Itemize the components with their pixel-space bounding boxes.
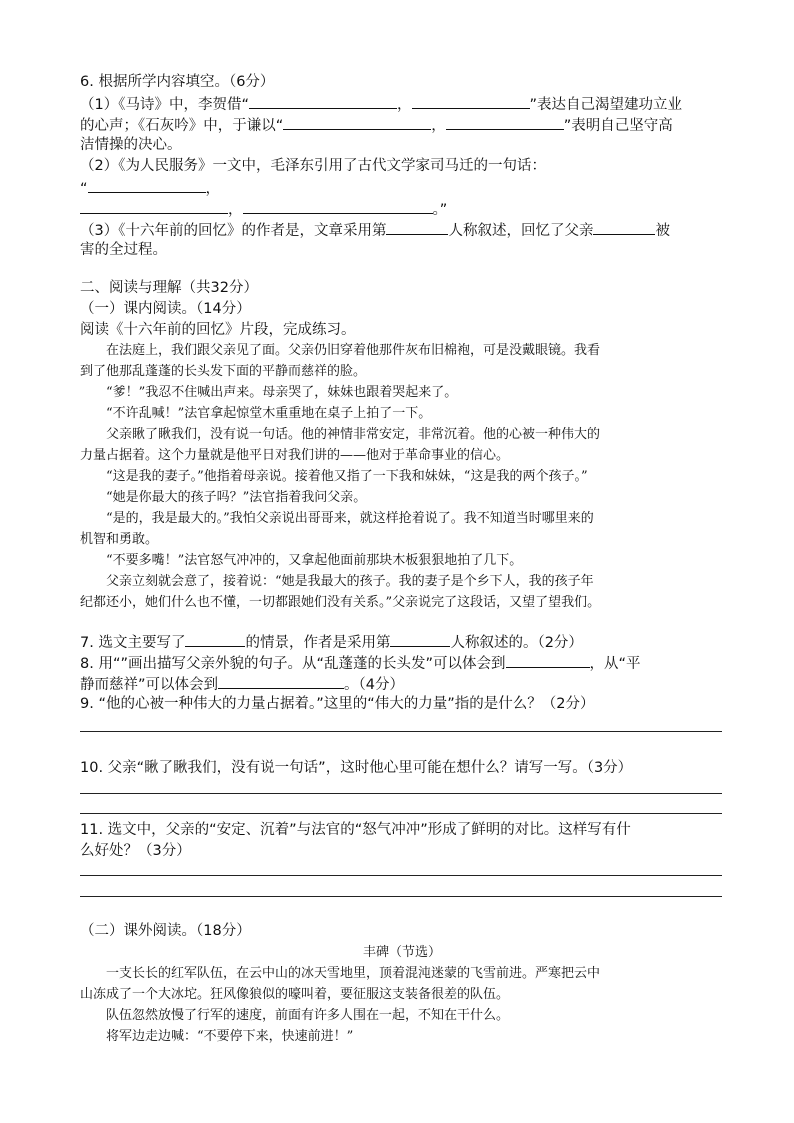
q6-line-6 xyxy=(80,198,724,220)
answer-line[interactable] xyxy=(80,793,722,794)
q8-text: 8. 用“”画出描写父亲外貌的句子。从“乱蓬蓬的长头发”可以体会到 xyxy=(80,656,506,672)
q6-text: ”表达自己渴望建功立业 xyxy=(529,97,683,113)
answer-blank[interactable] xyxy=(243,198,433,214)
q6-text: 人称叙述，回忆了父亲 xyxy=(448,223,594,239)
q6-text: 。” xyxy=(432,202,448,218)
answer-line[interactable] xyxy=(80,896,722,897)
q7 xyxy=(80,631,724,653)
q6-line-4: （2）《为人民服务》一文中，毛泽东引用了古代文学家司马迁的一句话： xyxy=(80,158,546,174)
answer-blank[interactable] xyxy=(390,631,450,647)
q6-text: 的心声；《石灰吟》中，于谦以“ xyxy=(80,118,284,134)
q6-text: 被 xyxy=(655,223,670,239)
passage-line: 父亲瞅了瞅我们，没有说一句话。他的神情非常安定，非常沉着。他的心被一种伟大的 xyxy=(106,427,601,442)
passage-line: 机智和勇敢。 xyxy=(80,532,159,547)
q7-text: 人称叙述的。（2分） xyxy=(450,635,583,651)
passage-line: “爹！”我忍不住喊出声来。母亲哭了，妹妹也跟着哭起来了。 xyxy=(106,385,458,400)
q6-text: ， xyxy=(431,118,446,134)
answer-blank[interactable] xyxy=(249,93,397,109)
answer-blank[interactable] xyxy=(506,652,590,668)
q6-line-8: 害的全过程。 xyxy=(80,242,167,258)
q6-text: （3）《十六年前的回忆》的作者是，文章采用第 xyxy=(80,223,387,239)
passage-line: 山冻成了一个大冰坨。狂风像狼似的嚎叫着，要征服这支装备很差的队伍。 xyxy=(80,987,510,1002)
passage-line: “她是你最大的孩子吗？”法官指着我问父亲。 xyxy=(106,490,367,505)
passage-title: 丰碑（节选） xyxy=(362,945,441,960)
q8-text: ，从“平 xyxy=(589,656,641,672)
q6-line-3: 洁情操的决心。 xyxy=(80,137,182,153)
answer-blank[interactable] xyxy=(185,631,245,647)
q7-text: 7. 选文主要写了 xyxy=(80,635,186,651)
q6-text: （1）《马诗》中，李贺借“ xyxy=(80,97,249,113)
q9: 9. “他的心被一种伟大的力量占据着。”这里的“伟大的力量”指的是什么？（2分） xyxy=(80,696,595,712)
answer-blank[interactable] xyxy=(80,198,228,214)
answer-blank[interactable] xyxy=(446,114,564,130)
q6-line-7 xyxy=(80,219,724,241)
section-title: 二、阅读与理解（共32分） xyxy=(80,280,258,296)
passage-line: “不要多嘴！”法官怒气冲冲的，又拿起他面前那块木板狠狠地拍了几下。 xyxy=(106,553,523,568)
passage-line: “是的，我是最大的。”我怕父亲说出哥哥来，就这样抢着说了。我不知道当时哪里来的 xyxy=(106,511,594,526)
subsection-title: （二）课外阅读。（18分） xyxy=(80,923,251,939)
q6-line-1 xyxy=(80,93,724,115)
passage-line: 在法庭上，我们跟父亲见了面。父亲仍旧穿着他那件灰布旧棉袍，可是没戴眼镜。我看 xyxy=(106,343,601,358)
passage-line: 纪都还小，她们什么也不懂，一切都跟她们没有关系。”父亲说完了这段话，又望了望我们。 xyxy=(80,595,601,610)
q6-text: ， xyxy=(205,181,221,197)
answer-blank[interactable] xyxy=(386,219,448,235)
q11-line-2: 么好处？（3分） xyxy=(80,843,191,859)
passage-line: 力量占据着。这个力量就是他平日对我们讲的——他对于革命事业的信心。 xyxy=(80,448,510,463)
answer-line[interactable] xyxy=(80,731,722,732)
q7-text: 的情景，作者是采用第 xyxy=(245,635,391,651)
q10: 10. 父亲“瞅了瞅我们，没有说一句话”，这时他心里可能在想什么？请写一写。（3分） xyxy=(80,760,633,776)
q8-line-2 xyxy=(80,673,724,695)
answer-blank[interactable] xyxy=(412,93,530,109)
passage-line: “不许乱喊！”法官拿起惊堂木重重地在桌子上拍了一下。 xyxy=(106,406,432,421)
q6-text: ， xyxy=(397,97,412,113)
answer-blank[interactable] xyxy=(283,114,431,130)
subsection-title: （一）课内阅读。（14分） xyxy=(80,301,251,317)
passage-line: 将军边走边喊：“不要停下来，快速前进！” xyxy=(106,1029,354,1044)
q8-text: 。（4分） xyxy=(344,677,404,693)
passage-line: 一支长长的红军队伍，在云中山的冰天雪地里，顶着混沌迷蒙的飞雪前进。严寒把云中 xyxy=(106,966,601,981)
q6-title: 6. 根据所学内容填空。（6分） xyxy=(80,74,275,90)
q6-line-2 xyxy=(80,114,724,136)
passage-line: “这是我的妻子。”他指着母亲说。接着他又指了一下我和妹妹，“这是我的两个孩子。” xyxy=(106,469,588,484)
answer-blank[interactable] xyxy=(593,219,655,235)
q11-line-1: 11. 选文中，父亲的“安定、沉着”与法官的“怒气冲冲”形成了鲜明的对比。这样写有什 xyxy=(80,822,631,838)
q6-line-5 xyxy=(80,177,724,199)
answer-line[interactable] xyxy=(80,875,722,876)
q6-text: ， xyxy=(228,202,243,218)
passage-line: 队伍忽然放慢了行军的速度，前面有许多人围在一起，不知在干什么。 xyxy=(106,1008,510,1023)
q8-text: 静而慈祥”可以体会到 xyxy=(80,677,219,693)
q8-line-1 xyxy=(80,652,724,674)
reading-instruction: 阅读《十六年前的回忆》片段，完成练习。 xyxy=(80,322,356,338)
q6-text: ”表明自己坚守高 xyxy=(563,118,673,134)
passage-line: 到了他那乱蓬蓬的长头发下面的平静而慈祥的脸。 xyxy=(80,364,367,379)
answer-line[interactable] xyxy=(80,813,722,814)
answer-blank[interactable] xyxy=(88,177,206,193)
answer-blank[interactable] xyxy=(218,673,344,689)
passage-line: 父亲立刻就会意了，接着说：“她是我最大的孩子。我的妻子是个乡下人，我的孩子年 xyxy=(106,574,594,589)
q6-text: “ xyxy=(80,181,88,197)
